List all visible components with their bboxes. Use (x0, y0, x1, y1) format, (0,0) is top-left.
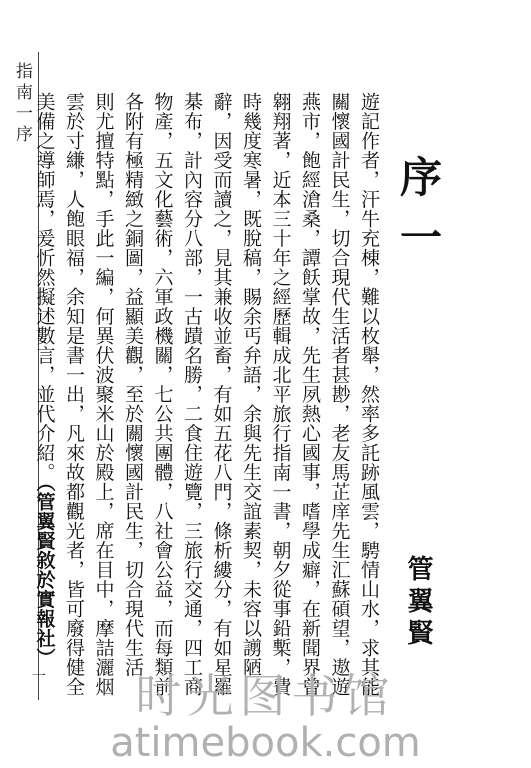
preface-title: 序一 (394, 155, 443, 275)
page-number: 一 (32, 669, 46, 685)
author-name: 管翼賢 (403, 555, 433, 651)
watermark-chinese: 时光图书馆 (135, 669, 396, 723)
running-head: 指南一序 (12, 62, 32, 146)
preface-signoff: （管翼賢敘於實報社） (33, 482, 56, 668)
preface-body (33, 92, 383, 702)
watermark-url: atimebook.com (110, 720, 421, 766)
preface-body-text: 遊記作者，汗牛充棟，難以枚舉，然率多託跡風雲，騁情山水，求其能關懷國計民生，切合現代生活者甚尠，老友馬芷庠先生汇蘇碩望，遨遊燕市，飽經滄桑，譚飫掌故，先生夙熱心國事，嗜學成癖，在新聞界曾翱翔著，近本三十年之經歷輯成北平旅行指南一書，朝夕從事鉛槧，費時幾度寒暑，既脫稿，賜余丐弁語，余與先生交誼素契，未容以謭陋辭，因受而讀之，見其兼收並畜，有如五花八門，條析縷分，有如星羅棊布，計內容分八部，一古蹟名勝，二食住遊覽，三旅行交通，四工商物產，五文化藝術，六軍政機關，七公共團體，八社會公益，而每類前各附有極精緻之銅圖，益顯美觀，至於關懷國計民生，切合現代生活，則尤擅特點，手此一編，何異伏波聚米山於殿上，席在目中，摩詰灑烟雲於寸縑，人飽眼福，余知是書一出，凡來故都觀光者，皆可廢得健全美備之導師焉，爰忻然擬述數言，並代介紹。 (33, 92, 380, 697)
